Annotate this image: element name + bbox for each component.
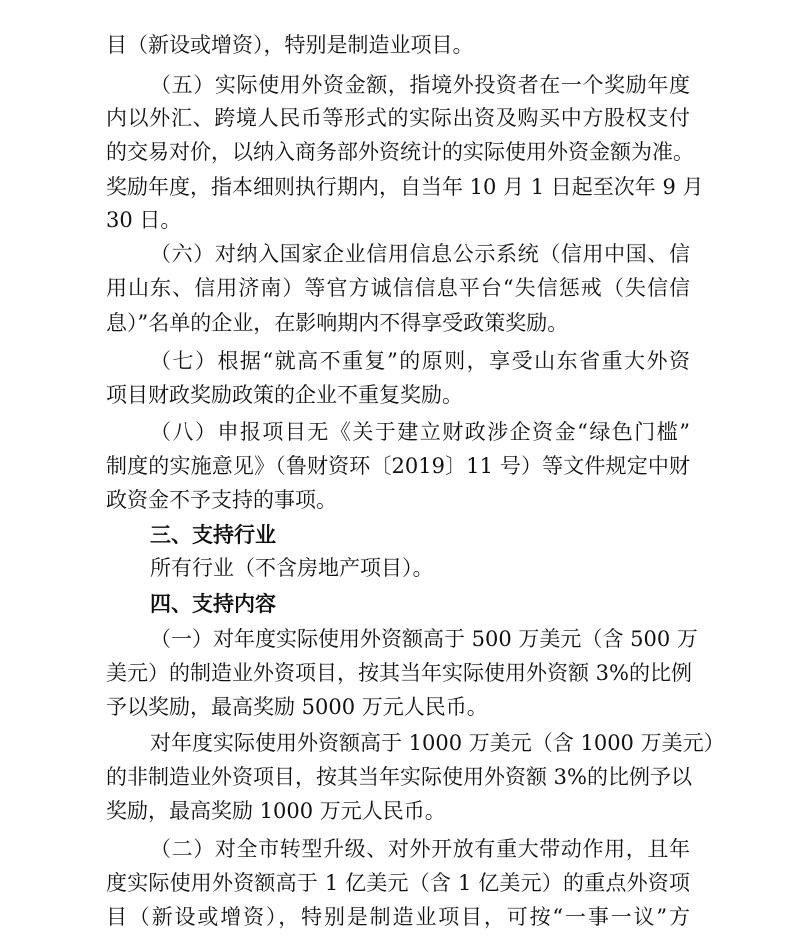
text-line: 予以奖励，最高奖励 5000 万元人民币。: [106, 695, 488, 719]
text-line: 的交易对价，以纳入商务部外资统计的实际使用外资金额为准。: [106, 140, 694, 164]
text-line: 目（新设或增资），特别是制造业项目。: [106, 33, 474, 57]
text-line: （七）根据“就高不重复”的原则，享受山东省重大外资: [150, 349, 690, 373]
text-line: 度实际使用外资额高于 1 亿美元（含 1 亿美元）的重点外资项: [106, 871, 690, 895]
section-heading: 三、支持行业: [150, 523, 276, 547]
text-line: 30 日。: [106, 208, 182, 232]
text-line: 奖励，最高奖励 1000 万元人民币。: [106, 799, 446, 823]
text-line: 政资金不予支持的事项。: [106, 488, 337, 512]
text-line: （一）对年度实际使用外资额高于 500 万美元（含 500 万: [150, 627, 698, 651]
text-line: （六）对纳入国家企业信用信息公示系统（信用中国、信: [150, 242, 690, 266]
text-line: 内以外汇、跨境人民币等形式的实际出资及购买中方股权支付: [106, 106, 690, 130]
text-line: 的非制造业外资项目，按其当年实际使用外资额 3%的比例予以: [106, 765, 692, 789]
text-line: 息）”名单的企业，在影响期内不得享受政策奖励。: [106, 311, 569, 335]
text-line: 用山东、信用济南）等官方诚信信息平台“失信惩戒（失信信: [106, 276, 690, 300]
text-line: 项目财政奖励政策的企业不重复奖励。: [106, 383, 463, 407]
text-line: （二）对全市转型升级、对外开放有重大带动作用，且年: [150, 837, 690, 861]
text-line: （八）申报项目无《关于建立财政涉企资金“绿色门槛”: [150, 420, 690, 444]
text-line: 美元）的制造业外资项目，按其当年实际使用外资额 3%的比例: [106, 661, 692, 685]
text-line: 目（新设或增资），特别是制造业项目，可按“一事一议”方: [106, 905, 690, 929]
text-line: 所有行业（不含房地产项目）。: [150, 556, 434, 580]
text-line: 奖励年度，指本细则执行期内，自当年 10 月 1 日起至次年 9 月: [106, 175, 704, 199]
text-line: 对年度实际使用外资额高于 1000 万美元（含 1000 万美元）: [150, 731, 725, 755]
text-line: 制度的实施意见》（鲁财资环〔2019〕11 号）等文件规定中财: [106, 454, 690, 478]
text-line: （五）实际使用外资金额，指境外投资者在一个奖励年度: [150, 73, 690, 97]
section-heading: 四、支持内容: [150, 592, 276, 616]
